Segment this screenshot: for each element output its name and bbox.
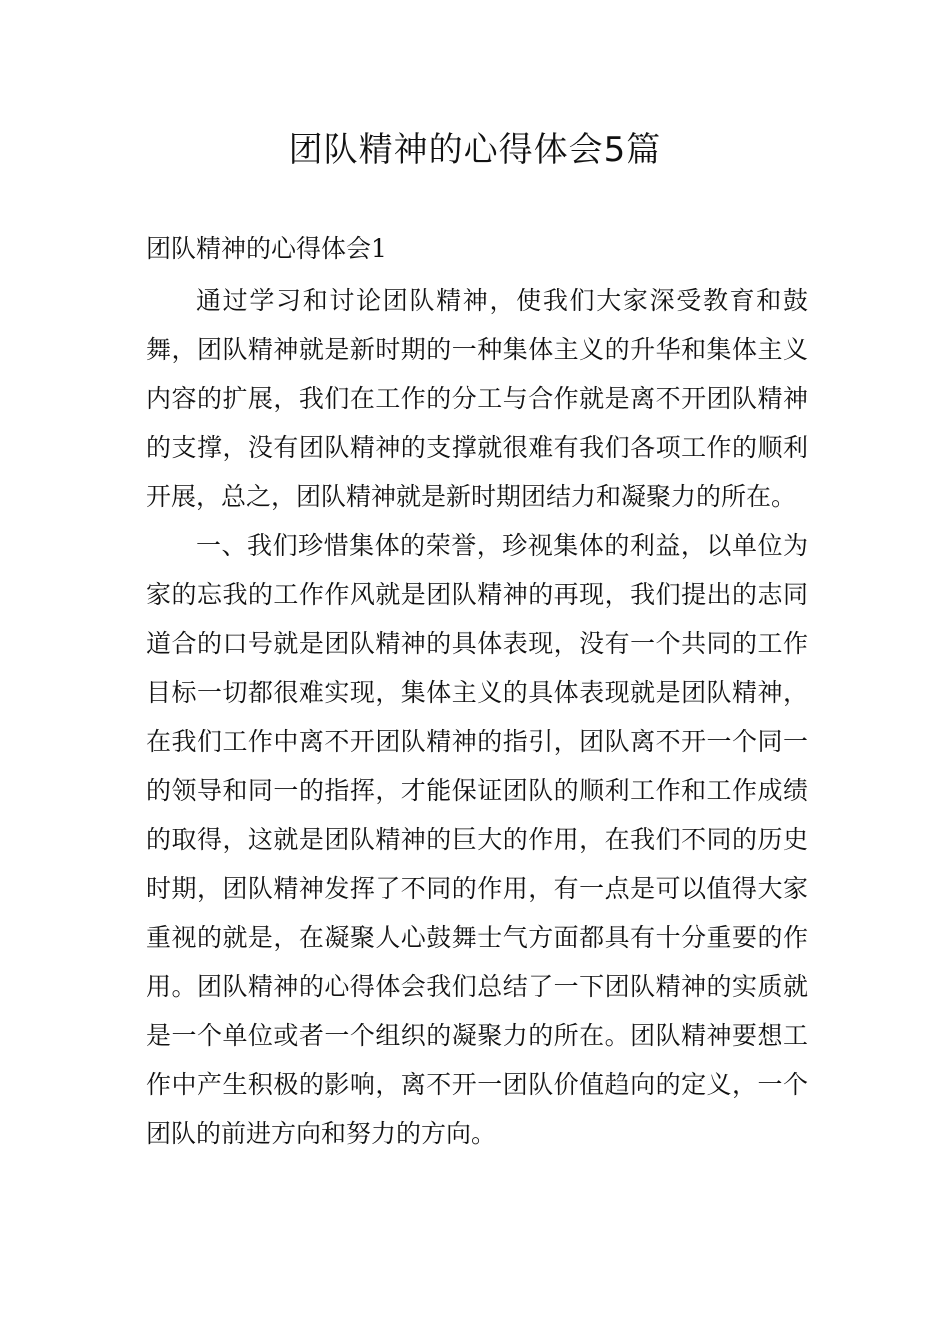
paragraph: 通过学习和讨论团队精神，使我们大家深受教育和鼓舞，团队精神就是新时期的一种集体主义的升华和集体主义内容的扩展，我们在工作的分工与合作就是离不开团队精神的支撑，没有团队精神的支撑就很难有我们各项工作的顺利开展，总之，团队精神就是新时期团结力和凝聚力的所在。 — [146, 286, 808, 511]
document-body — [146, 276, 808, 1158]
paragraph: 一、我们珍惜集体的荣誉，珍视集体的利益，以单位为家的忘我的工作作风就是团队精神的再现，我们提出的志同道合的口号就是团队精神的具体表现，没有一个共同的工作目标一切都很难实现，集体主义的具体表现就是团队精神，在我们工作中离不开团队精神的指引，团队离不开一个同一的领导和同一的指挥，才能保证团队的顺利工作和工作成绩的取得，这就是团队精神的巨大的作用，在我们不同的历史时期，团队精神发挥了不同的作用，有一点是可以值得大家重视的就是，在凝聚人心鼓舞士气方面都具有十分重要的作用。团队精神的心得体会我们总结了一下团队精神的实质就是一个单位或者一个组织的凝聚力的所在。团队精神要想工作中产生积极的影响，离不开一团队价值趋向的定义，一个团队的前进方向和努力的方向。 — [146, 531, 808, 1148]
document-title: 团队精神的心得体会5篇 — [288, 130, 662, 170]
section-heading: 团队精神的心得体会1 — [146, 234, 387, 263]
